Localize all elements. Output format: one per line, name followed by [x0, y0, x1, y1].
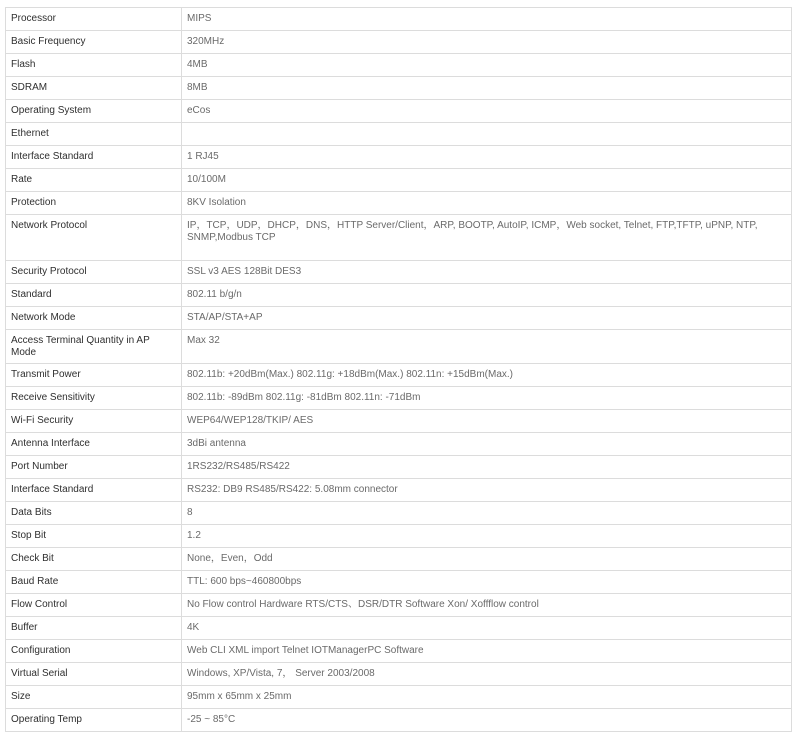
- spec-value: Web CLI XML import Telnet IOTManagerPC Software: [182, 640, 792, 663]
- spec-value: RS232: DB9 RS485/RS422: 5.08mm connector: [182, 479, 792, 502]
- spec-value: None，Even，Odd: [182, 548, 792, 571]
- spec-label: Flow Control: [6, 594, 182, 617]
- spec-label: Basic Frequency: [6, 31, 182, 54]
- spec-label: SDRAM: [6, 77, 182, 100]
- spec-value: WEP64/WEP128/TKIP/ AES: [182, 410, 792, 433]
- spec-row: [6, 8, 792, 31]
- spec-row: [6, 640, 792, 663]
- spec-row: [6, 433, 792, 456]
- spec-row: [6, 192, 792, 215]
- spec-value: 802.11b: -89dBm 802.11g: -81dBm 802.11n: -71dBm: [182, 387, 792, 410]
- spec-row: [6, 686, 792, 709]
- spec-row: [6, 479, 792, 502]
- spec-label: Data Bits: [6, 502, 182, 525]
- spec-value: 802.11 b/g/n: [182, 284, 792, 307]
- spec-label: Operating System: [6, 100, 182, 123]
- spec-label: Protection: [6, 192, 182, 215]
- spec-row: [6, 100, 792, 123]
- spec-row: [6, 146, 792, 169]
- spec-row: [6, 54, 792, 77]
- spec-row: [6, 123, 792, 146]
- spec-row: [6, 387, 792, 410]
- spec-label: Configuration: [6, 640, 182, 663]
- spec-label: Network Protocol: [6, 215, 182, 261]
- spec-label: Standard: [6, 284, 182, 307]
- spec-label: Flash: [6, 54, 182, 77]
- spec-value: -25 ~ 85°C: [182, 709, 792, 732]
- spec-label: Interface Standard: [6, 479, 182, 502]
- spec-label: Operating Temp: [6, 709, 182, 732]
- spec-label: Security Protocol: [6, 261, 182, 284]
- spec-row: [6, 663, 792, 686]
- spec-label: Wi-Fi Security: [6, 410, 182, 433]
- spec-value: Max 32: [182, 330, 792, 364]
- spec-row: [6, 525, 792, 548]
- spec-row: [6, 709, 792, 732]
- spec-label: Receive Sensitivity: [6, 387, 182, 410]
- spec-value: 4MB: [182, 54, 792, 77]
- spec-value: 802.11b: +20dBm(Max.) 802.11g: +18dBm(Max.) 802.11n: +15dBm(Max.): [182, 364, 792, 387]
- spec-row: [6, 364, 792, 387]
- spec-label: Port Number: [6, 456, 182, 479]
- spec-label: Access Terminal Quantity in AP Mode: [6, 330, 182, 364]
- spec-label: Virtual Serial: [6, 663, 182, 686]
- spec-row: [6, 77, 792, 100]
- spec-table-body: [6, 8, 792, 732]
- spec-value: MIPS: [182, 8, 792, 31]
- spec-value: 3dBi antenna: [182, 433, 792, 456]
- spec-row: [6, 284, 792, 307]
- spec-label: Buffer: [6, 617, 182, 640]
- spec-row: [6, 617, 792, 640]
- spec-row: [6, 330, 792, 364]
- spec-value: STA/AP/STA+AP: [182, 307, 792, 330]
- spec-table: [5, 7, 792, 732]
- spec-label: Transmit Power: [6, 364, 182, 387]
- spec-label: Antenna Interface: [6, 433, 182, 456]
- spec-value: 1 RJ45: [182, 146, 792, 169]
- spec-value: IP，TCP，UDP，DHCP，DNS，HTTP Server/Client，ARP, BOOTP, AutoIP, ICMP，Web socket, Telnet, FTP,TFTP, uPNP, NTP, SNMP,Modbus TCP: [182, 215, 792, 261]
- spec-row: [6, 548, 792, 571]
- spec-value: 8KV Isolation: [182, 192, 792, 215]
- spec-row: [6, 456, 792, 479]
- spec-value: [182, 123, 792, 146]
- spec-value: 4K: [182, 617, 792, 640]
- spec-label: Baud Rate: [6, 571, 182, 594]
- spec-value: eCos: [182, 100, 792, 123]
- spec-label: Ethernet: [6, 123, 182, 146]
- spec-value: 320MHz: [182, 31, 792, 54]
- spec-value: 95mm x 65mm x 25mm: [182, 686, 792, 709]
- spec-value: TTL: 600 bps~460800bps: [182, 571, 792, 594]
- spec-value: No Flow control Hardware RTS/CTS、DSR/DTR Software Xon/ Xoffflow control: [182, 594, 792, 617]
- spec-label: Interface Standard: [6, 146, 182, 169]
- spec-row: [6, 571, 792, 594]
- spec-value: Windows, XP/Vista, 7， Server 2003/2008: [182, 663, 792, 686]
- spec-label: Rate: [6, 169, 182, 192]
- spec-label: Network Mode: [6, 307, 182, 330]
- spec-row: [6, 261, 792, 284]
- spec-label: Size: [6, 686, 182, 709]
- spec-value: 8: [182, 502, 792, 525]
- spec-value: 8MB: [182, 77, 792, 100]
- spec-value: SSL v3 AES 128Bit DES3: [182, 261, 792, 284]
- spec-label: Processor: [6, 8, 182, 31]
- spec-row: [6, 410, 792, 433]
- spec-row: [6, 307, 792, 330]
- spec-value: 1.2: [182, 525, 792, 548]
- spec-row: [6, 215, 792, 261]
- spec-label: Check Bit: [6, 548, 182, 571]
- spec-value: 10/100M: [182, 169, 792, 192]
- spec-value: 1RS232/RS485/RS422: [182, 456, 792, 479]
- spec-row: [6, 169, 792, 192]
- spec-row: [6, 594, 792, 617]
- spec-row: [6, 502, 792, 525]
- spec-row: [6, 31, 792, 54]
- spec-label: Stop Bit: [6, 525, 182, 548]
